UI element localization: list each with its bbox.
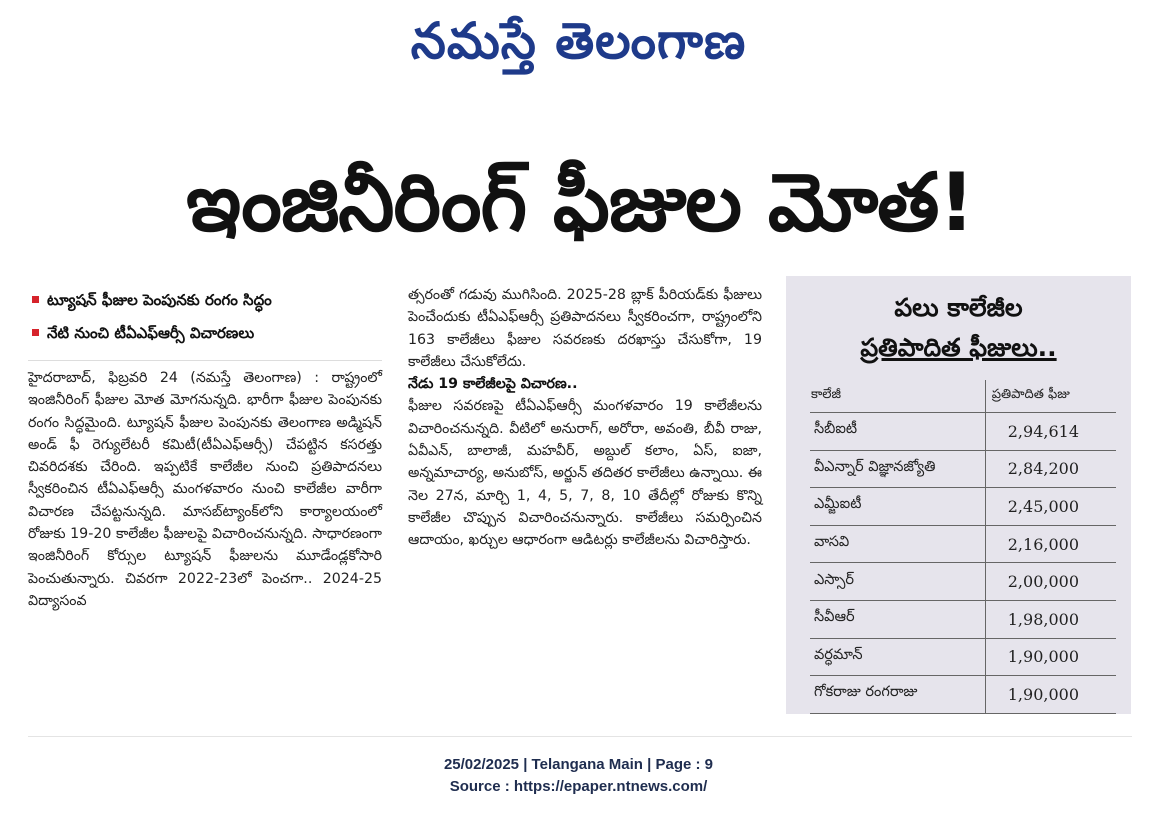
table-row [810,413,1116,451]
college-fee: 2,00,000 [985,563,1116,601]
table-row [810,638,1116,676]
college-fee: 2,84,200 [985,450,1116,488]
sidebar-title: పలు కాలేజీల ప్రతిపాదిత ఫీజులు.. [860,293,1057,362]
college-name: ఎమ్జీఐటీ [810,488,985,526]
table-row [810,525,1116,563]
article-paragraph: త్సరంతో గడువు ముగిసింది. 2025-28 బ్లాక్ పీరియడ్‌కు ఫీజులు పెంచేందుకు టీఏఎఫ్ఆర్సీ ప్రతిపాదనలు స్వీకరించగా, రాష్ట్రంలోని 163 కాలేజీలు ఫీజుల సవరణకు దరఖాస్తు చేసుకోగా, 19 కాలేజీలు చేసుకోలేదు. [408,287,762,370]
footer [0,754,1157,798]
article-paragraph: హైదరాబాద్, ఫిబ్రవరి 24 (నమస్తే తెలంగాణ) : రాష్ట్రంలో ఇంజినీరింగ్ ఫీజుల మోత మోగనున్నది. భారీగా ఫీజుల పెంపునకు రంగం సిద్ధమైంది. ట్యూషన్ ఫీజుల పెంపునకు తెలంగాణ అడ్మిషన్ అండ్ ఫీ రెగ్యులేటరీ కమిటీ(టీఏఎఫ్ఆర్సీ) చేపట్టిన కసరత్తు చివరిదశకు చేరింది. ఇప్పటికే కాలేజీల నుంచి ప్రతిపాదనలు స్వీకరించిన టీఏఎఫ్ఆర్సీ మంగళవారం నుంచి కాలేజీల వారీగా విచారణ చేపట్టనున్నది. మాసబ్‌ట్యాంక్‌లోని కార్యాలయంలో రోజుకు 19-20 కాలేజీల ఫీజులపై విచారించనున్నది. సాధారణంగా ఇంజినీరింగ్ కోర్సుల ట్యూషన్ ఫీజులను మూడేండ్లకోసారి పెంచుతున్నారు. చివరగా 2022-23లో పెంచగా.. 2024-25 విద్యాసంవ [28,370,382,609]
table-row [810,488,1116,526]
table-row [810,600,1116,638]
college-fee: 2,16,000 [985,525,1116,563]
college-name: సీబీఐటీ [810,413,985,451]
college-fee: 2,45,000 [985,488,1116,526]
fee-table-header [810,380,1116,413]
college-fee: 1,90,000 [985,676,1116,714]
article-column-1 [28,284,382,612]
table-row [810,676,1116,714]
article-column-2 [408,284,762,552]
footer-edition-line: 25/02/2025 | Telangana Main | Page : 9 [443,756,714,773]
college-name: సీవీఆర్ [810,600,985,638]
fee-table [810,380,1116,714]
footer-source-line: Source : https://epaper.ntnews.com/ [449,778,708,795]
bullet-square-icon [32,296,39,303]
fees-sidebar [786,276,1131,714]
college-fee: 1,98,000 [985,600,1116,638]
bullet-item: నేటి నుంచి టీఏఎఫ్ఆర్సీ విచారణలు [28,317,382,350]
col-college-header: కాలేజీ [810,380,985,413]
college-name: ఎస్సార్ [810,563,985,601]
article-subhead: నేడు 19 కాలేజీలపై విచారణ.. [408,376,578,393]
college-name: వాసవి [810,525,985,563]
footer-divider [28,736,1132,737]
college-name: గోకరాజు రంగరాజు [810,676,985,714]
college-fee: 1,90,000 [985,638,1116,676]
college-name: వర్ధమాన్ [810,638,985,676]
college-fee: 2,94,614 [985,413,1116,451]
bullet-item: ట్యూషన్ ఫీజుల పెంపునకు రంగం సిద్ధం [28,284,382,317]
table-row [810,563,1116,601]
bullet-square-icon [32,329,39,336]
headline: ఇంజినీరింగ్ ఫీజుల మోత! [186,156,974,249]
article-paragraph: ఫీజుల సవరణపై టీఏఎఫ్ఆర్సీ మంగళవారం 19 కాలేజీలను విచారించనున్నది. వీటిలో అనురాగ్, అరోరా, అవంతి, బీవీ రాజు, ఏవీఎన్, బాలాజీ, మహవీర్, అబ్దుల్ కలాం, ఏస్, ఐజా, అన్నమాచార్య, అనుబోస్, అర్జున్ తదితర కాలేజీలు ఉన్నాయి. ఈ నెల 27న, మార్చి 1, 4, 5, 7, 8, 10 తేదీల్లో రోజుకు కొన్ని కాలేజీల చొప్పున విచారించనున్నారు. కాలేజీలు సమర్పించిన ఆదాయం, ఖర్చుల ఆధారంగా ఆడిటర్లు కాలేజీలను విచారిస్తారు. [408,398,762,549]
bullet-list [28,284,382,361]
masthead-logo: నమస్తే తెలంగాణ [410,12,747,70]
table-row [810,450,1116,488]
college-name: వీఎన్నార్ విజ్ఞానజ్యోతి [810,450,985,488]
col-fee-header: ప్రతిపాదిత ఫీజు [985,380,1116,413]
